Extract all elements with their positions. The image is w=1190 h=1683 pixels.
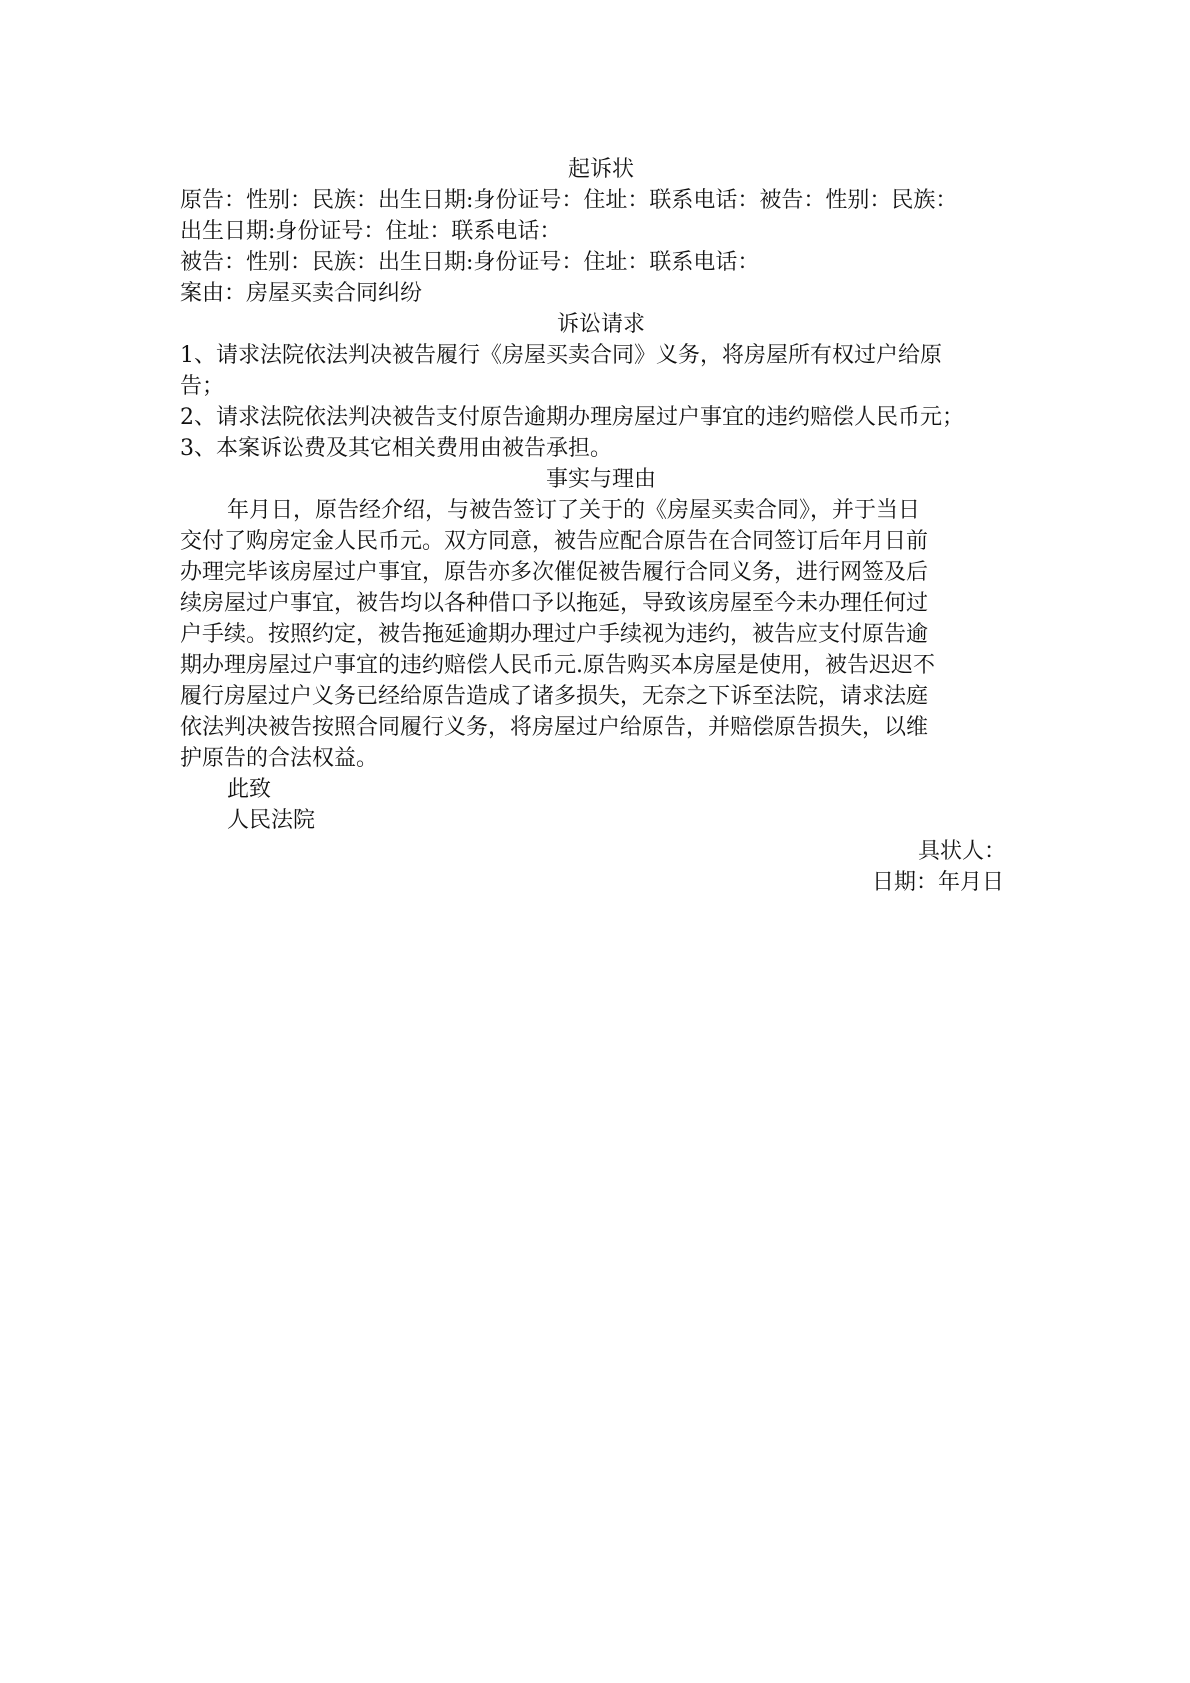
facts-line-8: 依法判决被告按照合同履行义务，将房屋过户给原告，并赔偿原告损失，以维	[180, 715, 929, 740]
parties-line-3: 被告：性别：民族：出生日期:身份证号：住址：联系电话：	[180, 250, 760, 275]
court-name: 人民法院	[227, 808, 316, 833]
signer-label: 具状人：	[918, 839, 1007, 864]
facts-line-3: 办理完毕该房屋过户事宜，原告亦多次催促被告履行合同义务，进行网签及后	[180, 560, 929, 585]
claim-line-3: 2、请求法院依法判决被告支付原告逾期办理房屋过户事宜的违约赔偿人民币元；	[180, 405, 964, 430]
date-row	[180, 867, 1022, 898]
parties-line-1: 原告：性别：民族：出生日期:身份证号：住址：联系电话：被告：性别：民族：	[180, 188, 958, 213]
claim-line-2: 告；	[180, 374, 225, 399]
facts-line-6: 期办理房屋过户事宜的违约赔偿人民币元.原告购买本房屋是使用，被告迟迟不	[180, 653, 935, 678]
facts-heading: 事实与理由	[545, 467, 656, 492]
case-cause: 案由：房屋买卖合同纠纷	[180, 281, 423, 306]
date-label: 日期：年月日	[872, 870, 1005, 895]
facts-line-4: 续房屋过户事宜，被告均以各种借口予以拖延，导致该房屋至今未办理任何过	[180, 591, 929, 616]
facts-line-5: 户手续。按照约定，被告拖延逾期办理过户手续视为违约，被告应支付原告逾	[180, 622, 929, 647]
facts-line-2: 交付了购房定金人民币元。双方同意，被告应配合原告在合同签订后年月日前	[180, 529, 929, 554]
facts-line-7: 履行房屋过户义务已经给原告造成了诸多损失，无奈之下诉至法院，请求法庭	[180, 684, 929, 709]
signer-row	[180, 836, 1022, 867]
claim-line-1: 1、请求法院依法判决被告履行《房屋买卖合同》义务，将房屋所有权过户给原	[180, 343, 942, 368]
facts-line-9: 护原告的合法权益。	[180, 746, 379, 771]
closing-text: 此致	[227, 777, 272, 802]
document-title: 起诉状	[567, 157, 634, 182]
claims-heading: 诉讼请求	[556, 312, 645, 337]
facts-line-1: 年月日，原告经介绍，与被告签订了关于的《房屋买卖合同》，并于当日	[227, 498, 921, 523]
parties-line-2: 出生日期:身份证号：住址：联系电话：	[180, 219, 562, 244]
complaint-document	[180, 154, 1022, 898]
claim-line-4: 3、本案诉讼费及其它相关费用由被告承担。	[180, 436, 612, 461]
